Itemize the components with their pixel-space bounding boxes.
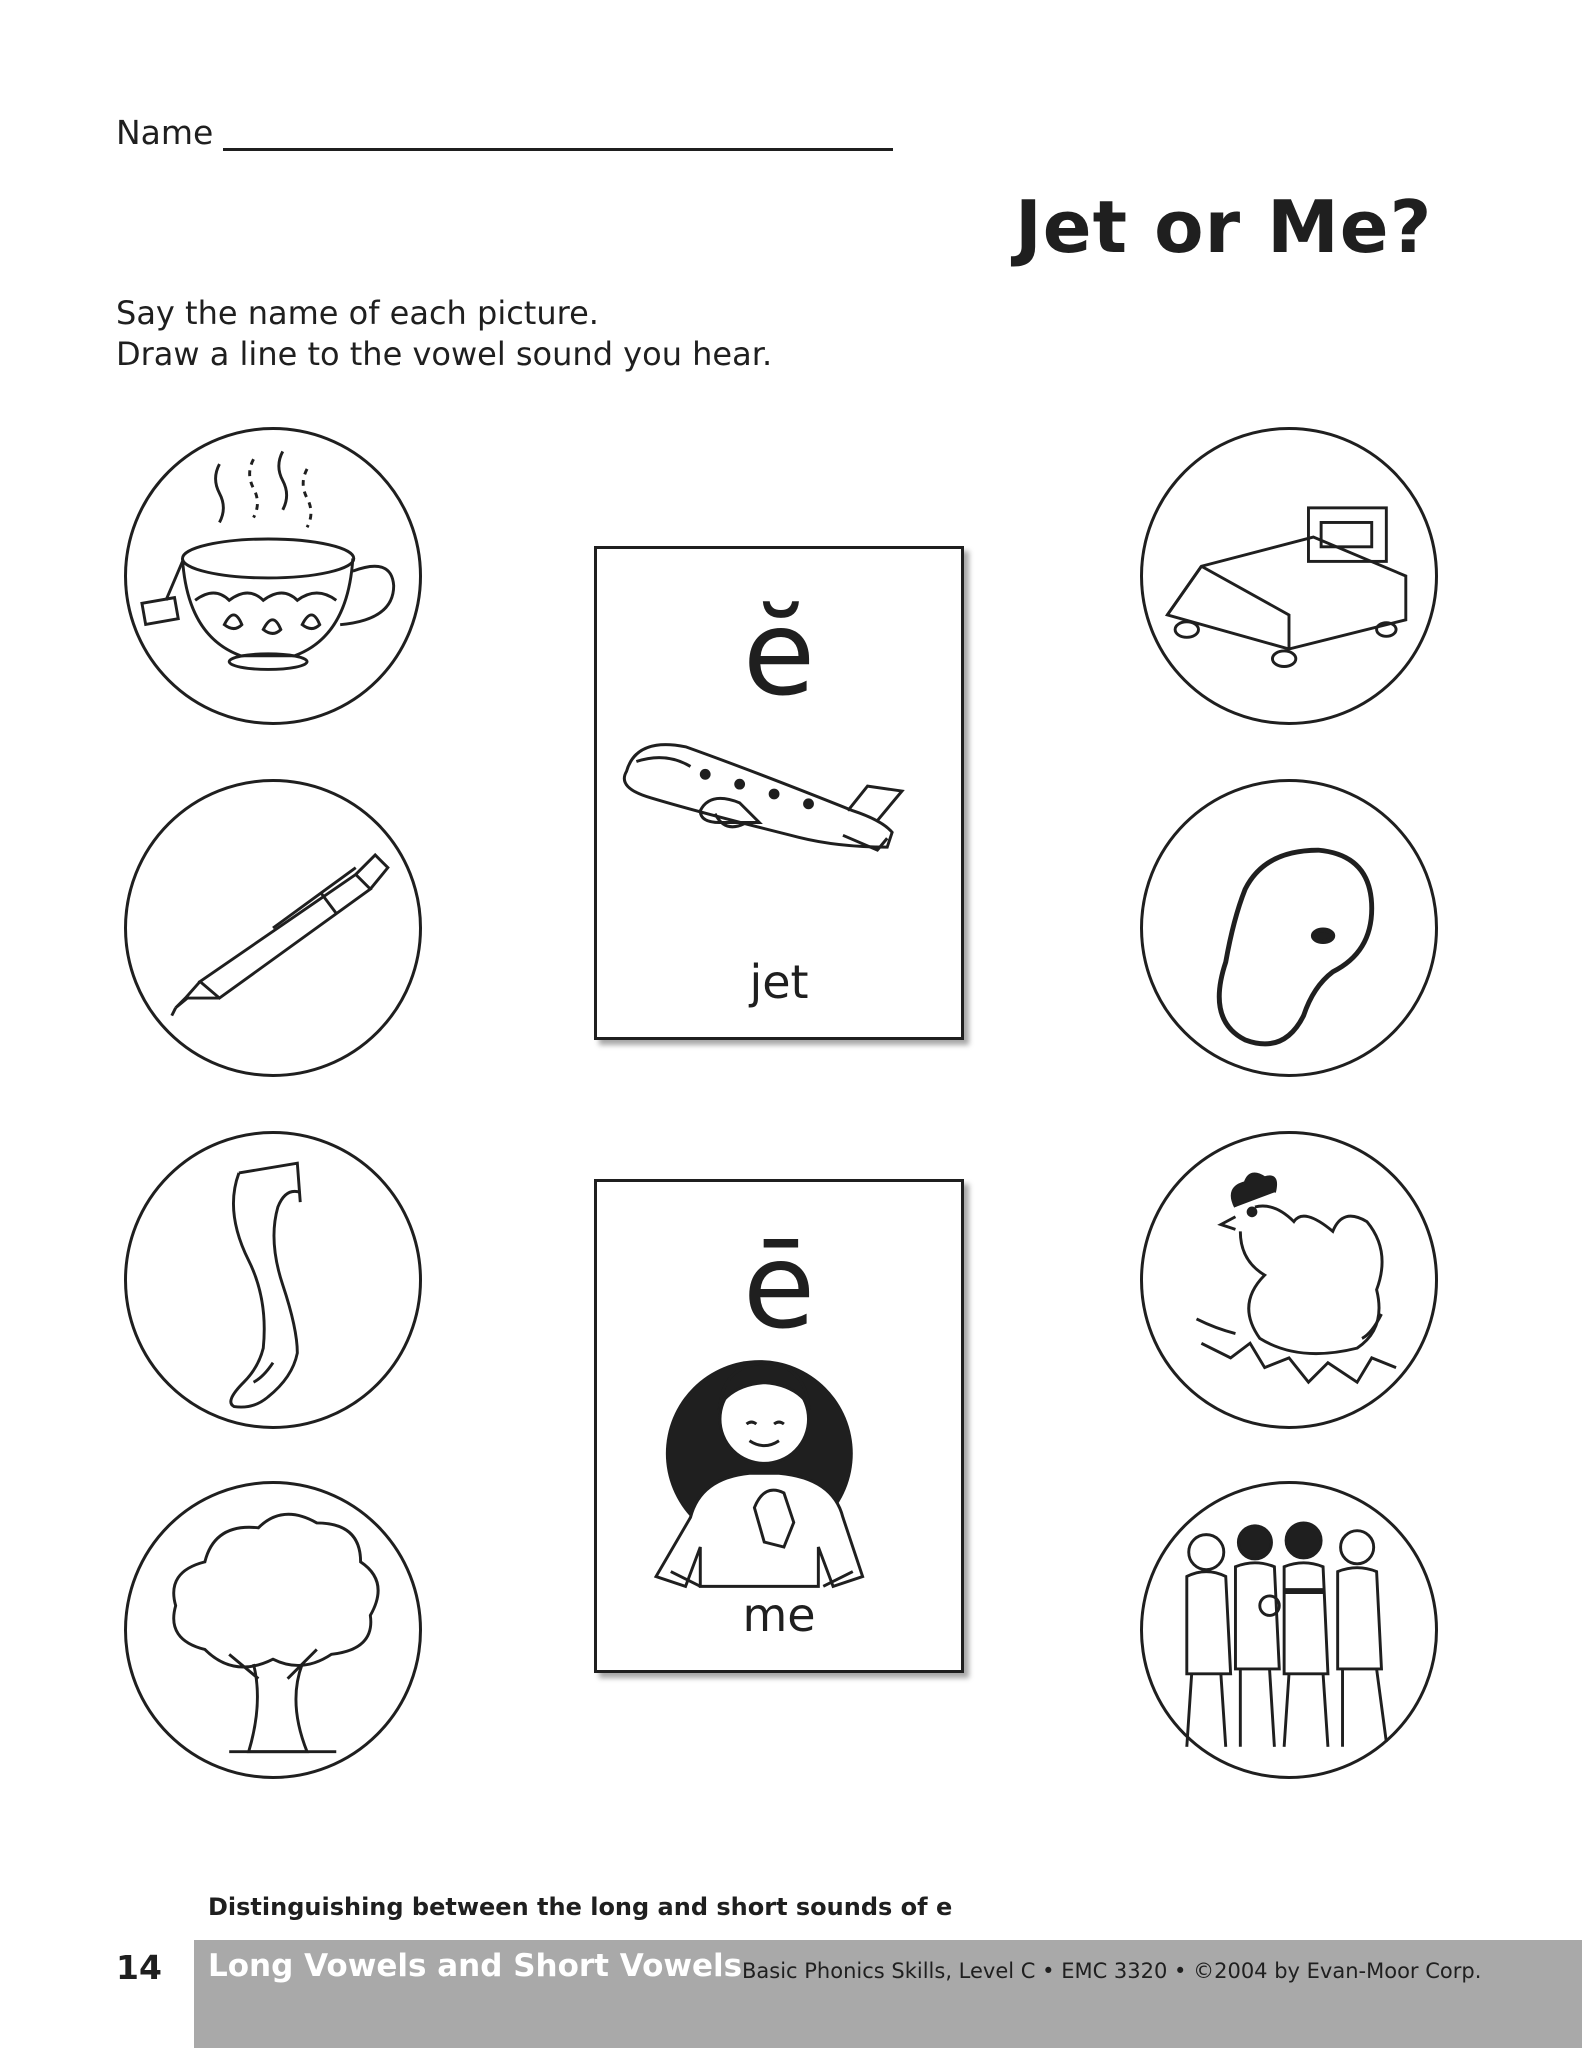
bean-icon [1143,782,1435,1074]
footer-credit: Basic Phonics Skills, Level C • EMC 3320 • ©2004 by Evan-Moor Corp. [742,1959,1482,1983]
tree-icon [127,1484,419,1776]
card-word-me: me [742,1588,816,1642]
card-short-e[interactable] [594,546,964,1040]
hen-icon [1143,1134,1435,1426]
card-word-jet: jet [749,955,809,1009]
page-number: 14 [116,1948,162,1987]
picture-circle-tea[interactable] [124,427,422,725]
picture-circle-hen[interactable] [1140,1131,1438,1429]
picture-circle-bean[interactable] [1140,779,1438,1077]
footer-section-title: Long Vowels and Short Vowels [208,1948,743,1984]
bed-icon [1143,430,1435,722]
picture-circle-teens[interactable] [1140,1481,1438,1779]
card-long-e[interactable] [594,1179,964,1673]
skill-caption: Distinguishing between the long and short sounds of e [208,1893,953,1921]
picture-circle-tree[interactable] [124,1481,422,1779]
instructions [116,293,772,375]
picture-circle-leg[interactable] [124,1131,422,1429]
kids-group-icon [1143,1484,1435,1776]
picture-circle-bed[interactable] [1140,427,1438,725]
name-write-line[interactable] [223,148,893,151]
instruction-line-1: Say the name of each picture. [116,294,599,332]
instruction-line-2: Draw a line to the vowel sound you hear. [116,335,773,373]
pen-icon [127,782,419,1074]
card-letter-long-e: ē [742,1217,816,1355]
card-letter-short-e: ĕ [742,584,816,722]
page-title: Jet or Me? [1015,185,1433,269]
picture-circle-pen[interactable] [124,779,422,1077]
teacup-icon [127,430,419,722]
name-label: Name [116,113,214,152]
leg-icon [127,1134,419,1426]
